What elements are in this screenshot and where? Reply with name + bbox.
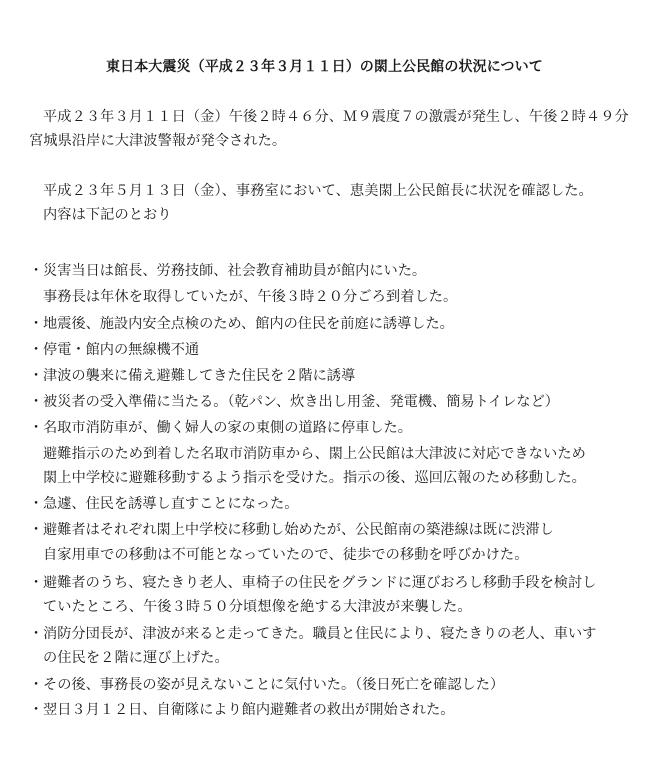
bullet-mark: ・ <box>29 263 44 279</box>
list-item-text: 停電・館内の無線機不通 <box>43 342 200 358</box>
list-item <box>29 340 199 360</box>
list-item-continuation: 閖上中学校に避難移動するよう指示を受けた。指示の後、巡回広報のため移動した。 <box>43 470 586 486</box>
list-item-text: 津波の襲来に備え避難してきた住民を２階に誘導 <box>43 368 356 384</box>
list-item-continuation: ていたところ、午後３時５０分頃想像を絶する大津波が来襲した。 <box>43 599 472 615</box>
list-item <box>29 675 504 695</box>
list-item-text: 名取市消防車が、働く婦人の家の東側の道路に停車した。 <box>43 420 412 436</box>
bullet-mark: ・ <box>29 677 44 693</box>
list-item <box>29 418 412 438</box>
list-item-continuation: 自家用車での移動は不可能となっていたので、徒歩での移動を呼びかけた。 <box>43 547 529 563</box>
bullet-mark: ・ <box>29 702 44 718</box>
intro-line-2: 宮城県沿岸に大津波警報が発令された。 <box>29 133 287 149</box>
list-item <box>29 261 426 281</box>
list-item-text: 避難者はそれぞれ閖上中学校に移動し始めたが、公民館南の築港線は既に渋滞し <box>43 522 554 538</box>
list-item <box>29 314 454 334</box>
list-item-text: 避難者のうち、寝たきり老人、車椅子の住民をグランドに運びおろし移動手段を検討し <box>43 575 597 591</box>
bullet-mark: ・ <box>29 316 44 332</box>
list-item <box>29 392 559 412</box>
list-item-text: 被災者の受入準備に当たる。（乾パン、炊き出し用釜、発電機、簡易トイレなど） <box>43 394 559 410</box>
bullet-mark: ・ <box>29 420 44 436</box>
bullet-mark: ・ <box>29 342 44 358</box>
list-item-text: 消防分団長が、津波が来ると走ってきた。職員と住民により、寝たきりの老人、車いす <box>43 626 597 642</box>
list-item <box>29 520 554 540</box>
list-item <box>29 366 355 386</box>
bullet-mark: ・ <box>29 575 44 591</box>
document-title: 東日本大震災（平成２３年３月１１日）の閖上公民館の状況について <box>106 59 543 75</box>
list-item-continuation: 避難指示のため到着した名取市消防車から、閖上公民館は大津波に対応できないため <box>43 446 586 462</box>
list-item-text: その後、事務長の姿が見えないことに気付いた。（後日死亡を確認した） <box>43 677 505 693</box>
bullet-mark: ・ <box>29 626 44 642</box>
confirm-line-1: 平成２３年５月１３日（金）、事務室において、恵美閖上公民館長に状況を確認した。 <box>43 183 593 199</box>
confirm-line-2: 内容は下記のとおり <box>43 207 172 223</box>
list-item <box>29 573 596 593</box>
intro-line-1: 平成２３年３月１１日（金）午後２時４６分、Ｍ９震度７の激震が発生し、午後２時４９分 <box>43 109 629 125</box>
bullet-mark: ・ <box>29 368 44 384</box>
list-item <box>29 700 454 720</box>
bullet-mark: ・ <box>29 394 44 410</box>
bullet-mark: ・ <box>29 522 44 538</box>
list-item <box>29 494 298 514</box>
list-item-continuation: の住民を２階に運び上げた。 <box>43 650 229 666</box>
list-item-continuation: 事務長は年休を取得していたが、午後３時２０分ごろ到着した。 <box>43 289 458 305</box>
list-item-text: 地震後、施設内安全点検のため、館内の住民を前庭に誘導した。 <box>43 316 454 332</box>
bullet-mark: ・ <box>29 496 44 512</box>
list-item-text: 災害当日は館長、労務技師、社会教育補助員が館内にいた。 <box>43 263 427 279</box>
list-item-text: 急遽、住民を誘導し直すことになった。 <box>43 496 299 512</box>
list-item-text: 翌日３月１２日、自衛隊により館内避難者の救出が開始された。 <box>43 702 455 718</box>
list-item <box>29 624 596 644</box>
